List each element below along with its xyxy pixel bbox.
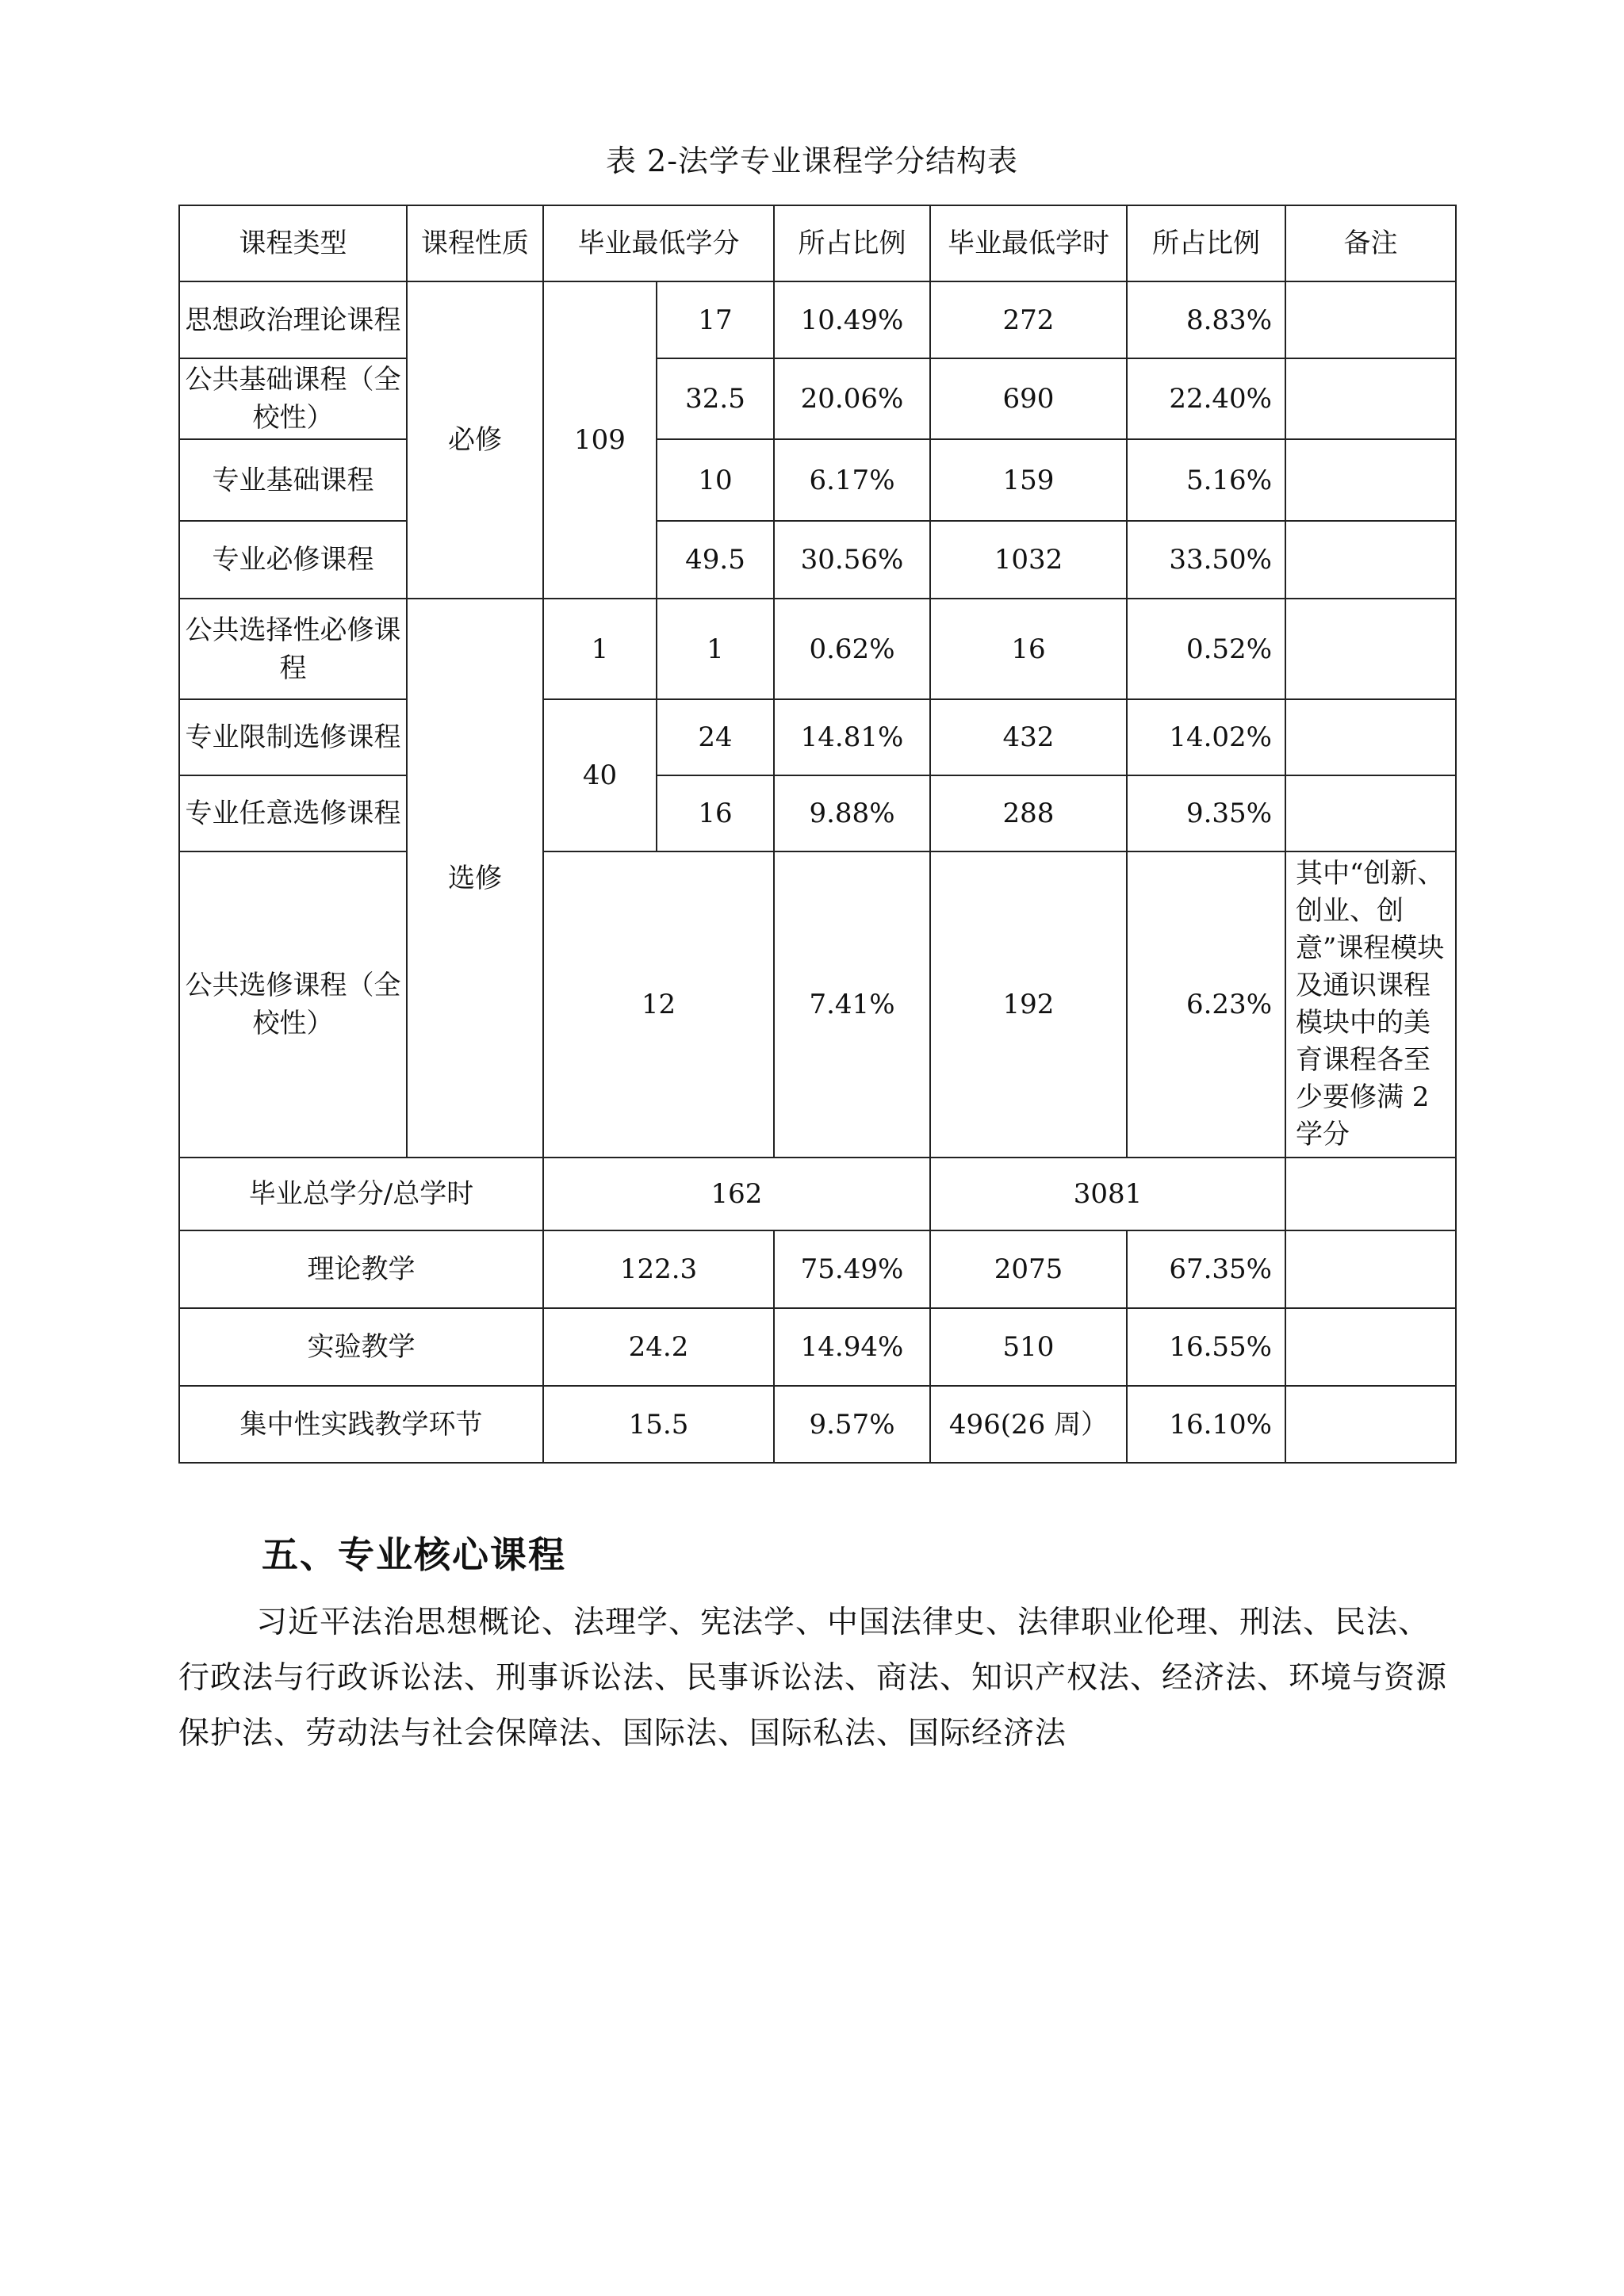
header-cell: 毕业最低学分 [543,205,774,281]
table-caption: 表 2-法学专业课程学分结构表 [605,144,1019,178]
hour-pct-cell: 6.23% [1127,851,1285,1158]
header-cell: 所占比例 [1127,205,1285,281]
hour-pct-cell: 14.02% [1127,699,1285,775]
table-row [179,281,1456,358]
group-elective-cell: 选修 [407,599,543,1158]
credit-structure-table [178,205,1457,1464]
note-cell [1285,281,1456,358]
credits-cell: 1 [657,599,774,699]
credit-pct-cell: 7.41% [774,851,930,1158]
note-cell: 其中“创新、创业、创意”课程模块及通识课程模块中的美育课程各至少要修满 2 学分 [1285,851,1456,1158]
course-type-cell: 专业任意选修课程 [179,775,407,851]
credit-pct-cell: 6.17% [774,439,930,521]
course-type-cell: 思想政治理论课程 [179,281,407,358]
table-row [179,851,1456,1158]
summary-row [179,1308,1456,1386]
hours-cell: 432 [930,699,1127,775]
table-row [179,599,1456,699]
header-cell: 毕业最低学时 [930,205,1127,281]
total-hours-cell: 3081 [930,1158,1285,1230]
note-cell [1285,1230,1456,1308]
header-cell: 备注 [1285,205,1456,281]
total-row [179,1158,1456,1230]
hour-pct-cell: 9.35% [1127,775,1285,851]
course-type-cell: 专业基础课程 [179,439,407,521]
hours-cell: 690 [930,358,1127,439]
table-row [179,358,1456,439]
header-cell: 所占比例 [774,205,930,281]
hour-pct-cell: 67.35% [1127,1230,1285,1308]
credits-cell: 17 [657,281,774,358]
note-cell [1285,358,1456,439]
summary-label-cell: 集中性实践教学环节 [179,1386,543,1463]
hour-pct-cell: 0.52% [1127,599,1285,699]
summary-label-cell: 理论教学 [179,1230,543,1308]
total-credits-cell: 162 [543,1158,930,1230]
course-type-cell: 专业必修课程 [179,521,407,599]
summary-row [179,1230,1456,1308]
hours-cell: 16 [930,599,1127,699]
header-cell: 课程性质 [407,205,543,281]
credits-cell: 16 [657,775,774,851]
credit-pct-cell: 14.94% [774,1308,930,1386]
credit-pct-cell: 75.49% [774,1230,930,1308]
elective-min-cell: 40 [543,699,657,851]
note-cell [1285,1386,1456,1463]
note-cell [1285,699,1456,775]
credit-pct-cell: 20.06% [774,358,930,439]
credit-pct-cell: 14.81% [774,699,930,775]
hours-cell: 192 [930,851,1127,1158]
hour-pct-cell: 16.10% [1127,1386,1285,1463]
hours-cell: 159 [930,439,1127,521]
note-cell [1285,1308,1456,1386]
hours-cell: 510 [930,1308,1127,1386]
table-row [179,521,1456,599]
hour-pct-cell: 22.40% [1127,358,1285,439]
hour-pct-cell: 5.16% [1127,439,1285,521]
note-cell [1285,775,1456,851]
credits-cell: 122.3 [543,1230,774,1308]
hours-cell: 2075 [930,1230,1127,1308]
summary-row [179,1386,1456,1463]
hours-cell: 288 [930,775,1127,851]
note-cell [1285,521,1456,599]
credits-cell: 24 [657,699,774,775]
credits-cell: 10 [657,439,774,521]
credit-pct-cell: 9.57% [774,1386,930,1463]
note-cell [1285,1158,1456,1230]
credits-cell: 49.5 [657,521,774,599]
hours-cell: 1032 [930,521,1127,599]
note-cell [1285,439,1456,521]
hour-pct-cell: 33.50% [1127,521,1285,599]
course-type-cell: 专业限制选修课程 [179,699,407,775]
hour-pct-cell: 8.83% [1127,281,1285,358]
table-row [179,439,1456,521]
credit-pct-cell: 10.49% [774,281,930,358]
section-heading: 五、专业核心课程 [262,1533,566,1576]
credits-cell: 15.5 [543,1386,774,1463]
table-row [179,699,1456,775]
hours-cell: 272 [930,281,1127,358]
table-row [179,775,1456,851]
summary-label-cell: 实验教学 [179,1308,543,1386]
credit-pct-cell: 9.88% [774,775,930,851]
credits-cell: 24.2 [543,1308,774,1386]
header-cell: 课程类型 [179,205,407,281]
credits-cell: 12 [543,851,774,1158]
min-credits-cell: 1 [543,599,657,699]
core-courses-paragraph: 习近平法治思想概论、法理学、宪法学、中国法律史、法律职业伦理、刑法、民法、行政法与行政诉讼法、刑事诉讼法、民事诉讼法、商法、知识产权法、经济法、环境与资源保护法、劳动法与社会保障法、国际法、国际私法、国际经济法 [178,1605,1448,1751]
hours-cell: 496(26 周） [930,1386,1127,1463]
credit-pct-cell: 30.56% [774,521,930,599]
hour-pct-cell: 16.55% [1127,1308,1285,1386]
header-row [179,205,1456,281]
total-label-cell: 毕业总学分/总学时 [179,1158,543,1230]
course-type-cell: 公共基础课程（全校性） [179,358,407,439]
course-type-cell: 公共选择性必修课程 [179,599,407,699]
note-cell [1285,599,1456,699]
group-required-cell: 必修 [407,281,543,599]
credits-cell: 32.5 [657,358,774,439]
course-type-cell: 公共选修课程（全校性） [179,851,407,1158]
required-total-cell: 109 [543,281,657,599]
credit-pct-cell: 0.62% [774,599,930,699]
